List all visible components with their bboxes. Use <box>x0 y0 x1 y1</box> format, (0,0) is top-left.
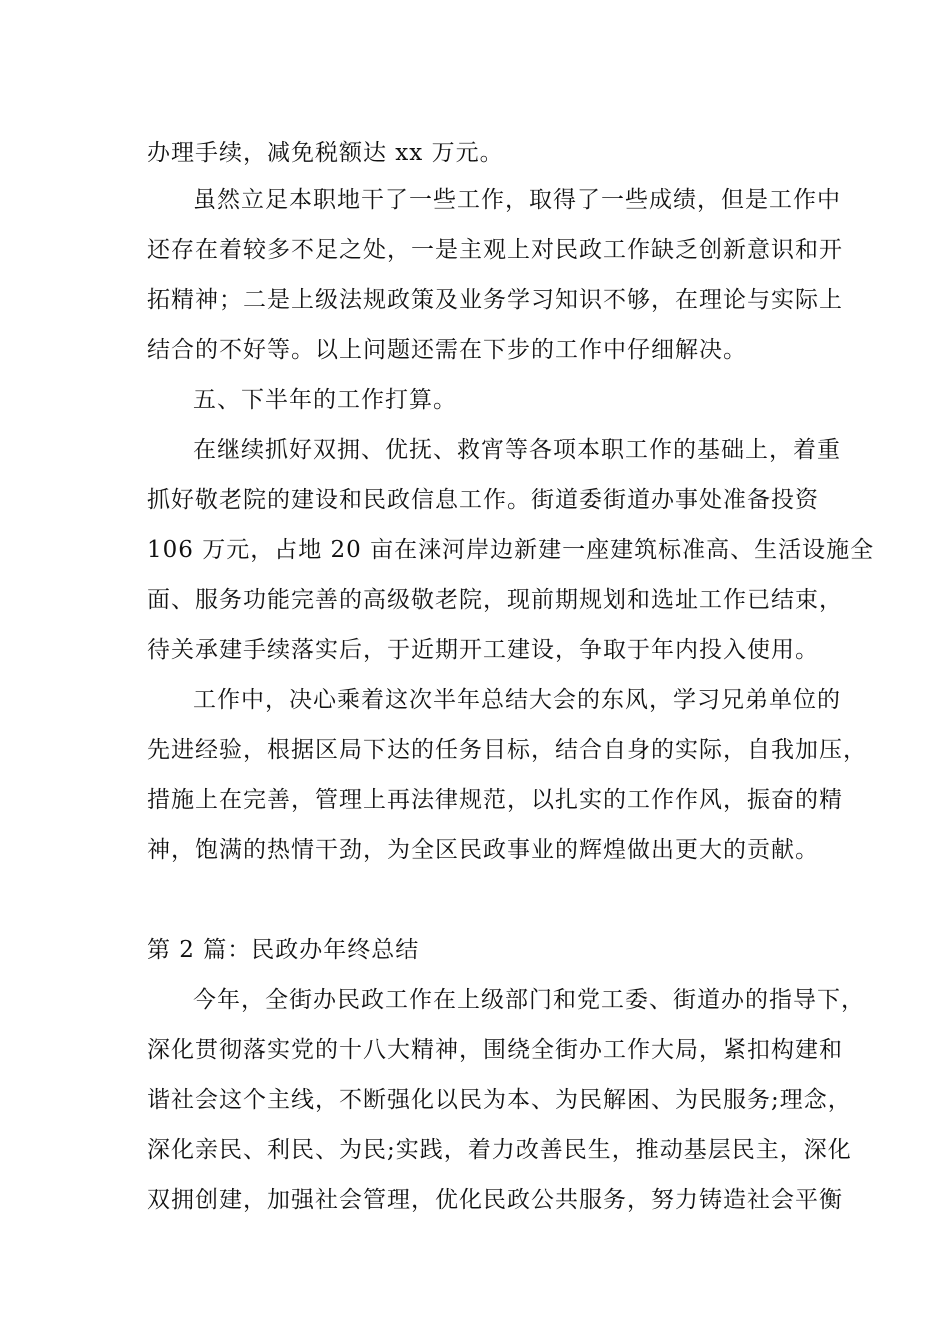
paragraph-line: 106 万元，占地 20 亩在涞河岸边新建一座建筑标准高、生活设施全 <box>147 537 875 563</box>
section-heading: 五、下半年的工作打算。 <box>193 387 457 413</box>
paragraph-line: 面、服务功能完善的高级敬老院，现前期规划和选址工作已结束， <box>147 587 843 613</box>
paragraph-line: 措施上在完善，管理上再法律规范，以扎实的工作作风，振奋的精 <box>147 787 843 813</box>
paragraph-line: 先进经验，根据区局下达的任务目标，结合自身的实际，自我加压， <box>147 737 867 763</box>
paragraph-line: 深化亲民、利民、为民;实践，着力改善民生，推动基层民主，深化 <box>147 1137 852 1163</box>
paragraph-line: 神，饱满的热情干劲，为全区民政事业的辉煌做出更大的贡献。 <box>147 837 819 863</box>
article-title: 第 2 篇：民政办年终总结 <box>147 937 420 963</box>
paragraph-line: 拓精神；二是上级法规政策及业务学习知识不够，在理论与实际上 <box>147 287 843 313</box>
paragraph-line: 在继续抓好双拥、优抚、救宵等各项本职工作的基础上，着重 <box>193 437 841 463</box>
paragraph-line: 工作中，决心乘着这次半年总结大会的东风，学习兄弟单位的 <box>193 687 841 713</box>
paragraph-line: 办理手续，减免税额达 xx 万元。 <box>147 140 504 166</box>
paragraph-line: 谐社会这个主线，不断强化以民为本、为民解困、为民服务;理念， <box>147 1087 852 1113</box>
paragraph-line: 结合的不好等。以上问题还需在下步的工作中仔细解决。 <box>147 337 747 363</box>
paragraph-line: 还存在着较多不足之处，一是主观上对民政工作缺乏创新意识和开 <box>147 237 843 263</box>
paragraph-line: 待关承建手续落实后，于近期开工建设，争取于年内投入使用。 <box>147 637 819 663</box>
paragraph-line: 今年，全街办民政工作在上级部门和党工委、街道办的指导下， <box>193 987 865 1013</box>
paragraph-line: 虽然立足本职地干了一些工作，取得了一些成绩，但是工作中 <box>193 187 841 213</box>
paragraph-line: 双拥创建，加强社会管理，优化民政公共服务，努力铸造社会平衡 <box>147 1187 843 1213</box>
paragraph-line: 深化贯彻落实党的十八大精神，围绕全街办工作大局，紧扣构建和 <box>147 1037 843 1063</box>
paragraph-line: 抓好敬老院的建设和民政信息工作。街道委街道办事处准备投资 <box>147 487 819 513</box>
